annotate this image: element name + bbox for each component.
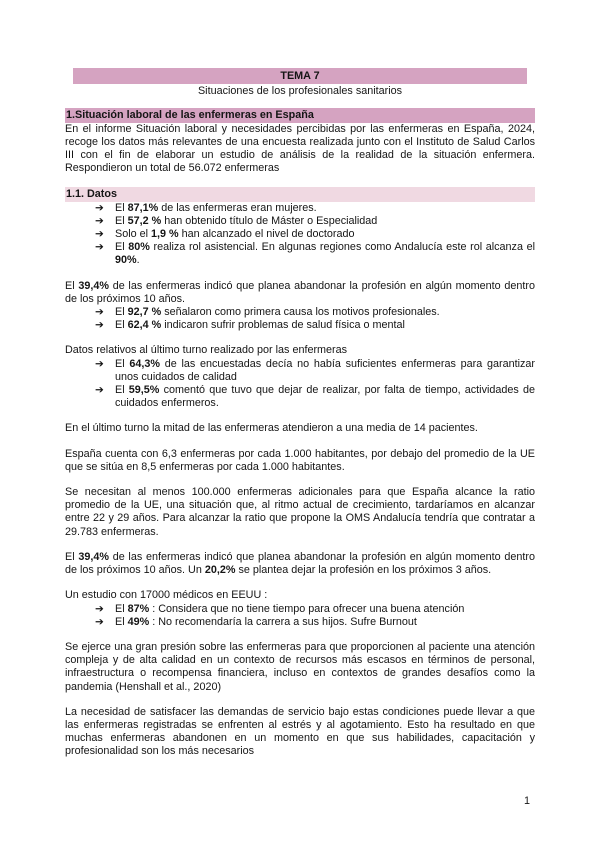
- bullet-list: [65, 603, 535, 629]
- paragraph: España cuenta con 6,3 enfermeras por cada 1.000 habitantes, por debajo del promedio de la UE que se sitúa en 8,5 enfermeras por cada 1.000 habitantes.: [65, 447, 535, 473]
- paragraph: En el informe Situación laboral y necesidades percibidas por las enfermeras en España, 2024, recoge los datos más relevantes de una encuesta realizada junto con el Instituto de Salud Carlos III con el fin de elaborar un estudio de análisis de la realidad de la situación enfermera. Respondieron un total de 56.072 enfermeras: [65, 122, 535, 175]
- paragraph: Datos relativos al último turno realizado por las enfermeras: [65, 344, 348, 357]
- bullet-item: [65, 384, 535, 410]
- section-header: 1.Situación laboral de las enfermeras en España: [65, 108, 535, 122]
- paragraph: El 39,4% de las enfermeras indicó que planea abandonar la profesión en algún momento dentro de los próximos 10 años.: [65, 279, 536, 305]
- bullet-item: [65, 616, 535, 629]
- arrow-bullet-icon: ➔: [95, 319, 104, 332]
- bullet-text: El 87% : Considera que no tiene tiempo para ofrecer una buena atención: [115, 602, 465, 615]
- arrow-bullet-icon: ➔: [95, 384, 104, 397]
- bullet-text: El 92,7 % señalaron como primera causa los motivos profesionales.: [115, 306, 440, 319]
- bullet-item: [65, 215, 535, 228]
- bullet-text: El 59,5% comentó que tuvo que dejar de realizar, por falta de tiempo, actividades de cuidados enfermeros.: [115, 384, 535, 410]
- arrow-bullet-icon: ➔: [95, 306, 104, 319]
- arrow-bullet-icon: ➔: [95, 602, 104, 615]
- bullet-text: Solo el 1,9 % han alcanzado el nivel de doctorado: [115, 228, 355, 241]
- bullet-text: El 64,3% de las encuestadas decía no había suficientes enfermeras para garantizar unos cuidados de calidad: [115, 357, 535, 383]
- arrow-bullet-icon: ➔: [95, 214, 104, 227]
- arrow-bullet-icon: ➔: [95, 228, 104, 241]
- bullet-text: El 87,1% de las enfermeras eran mujeres.: [115, 201, 317, 214]
- bullet-list: [65, 202, 535, 268]
- page-number: 1: [523, 794, 530, 807]
- bullet-text: El 62,4 % indicaron sufrir problemas de salud física o mental: [115, 319, 405, 332]
- bullet-text: El 57,2 % han obtenido título de Máster o Especialidad: [115, 214, 378, 227]
- subsection-header: 1.1. Datos: [65, 187, 535, 201]
- bullet-text: El 49% : No recomendaría la carrera a sus hijos. Sufre Burnout: [115, 615, 417, 628]
- arrow-bullet-icon: ➔: [95, 241, 104, 254]
- bullet-item: [65, 228, 535, 241]
- bullet-item: [65, 603, 535, 616]
- paragraph: Se ejerce una gran presión sobre las enfermeras para que proporcionen al paciente una atención compleja y de alta calidad en un contexto de recursos más escasos en términos de personal, infraestructura o recompensa financiera, incluso en contextos de grandes desafíos como la pandemia (Henshall et al., 2020): [65, 640, 535, 693]
- bullet-item: [65, 358, 535, 384]
- arrow-bullet-icon: ➔: [95, 357, 104, 370]
- bullet-item: [65, 319, 535, 332]
- arrow-bullet-icon: ➔: [95, 201, 104, 214]
- paragraph: Se necesitan al menos 100.000 enfermeras adicionales para que España alcance la ratio promedio de la UE, una situación que, al ritmo actual de crecimiento, tardaríamos en alcanzar entre 22 y 29 años. Para alcanzar la ratio que propone la OMS Andalucía tendría que contratar a 29.783 enfermeras.: [65, 486, 535, 538]
- bullet-item: [65, 241, 535, 267]
- bullet-text: El 80% realiza rol asistencial. En algunas regiones como Andalucía este rol alcanza el 90%.: [115, 241, 535, 267]
- bullet-item: [65, 306, 535, 319]
- bullet-list: [65, 358, 535, 411]
- arrow-bullet-icon: ➔: [95, 615, 104, 628]
- paragraph: El 39,4% de las enfermeras indicó que planea abandonar la profesión en algún momento dentro de los próximos 10 años. Un 20,2% se plantea dejar la profesión en los próximos 3 años.: [65, 550, 536, 577]
- document-blocks: [65, 108, 535, 758]
- bullet-list: [65, 306, 535, 332]
- topic-title-bar: TEMA 7: [73, 68, 527, 84]
- paragraph: La necesidad de satisfacer las demandas de servicio bajo estas condiciones puede llevar a que las enfermeras registradas se enfrenten al estrés y al agotamiento. Esto ha resultado en que muchas enfermeras abandonen en un momento en que sus habilidades, capacitación y profesionalidad son los más necesarios: [65, 705, 535, 758]
- bullet-item: [65, 202, 535, 215]
- paragraph: Un estudio con 17000 médicos en EEUU :: [65, 589, 268, 602]
- paragraph: En el último turno la mitad de las enfermeras atendieron a una media de 14 pacientes.: [65, 422, 478, 435]
- topic-subtitle: Situaciones de los profesionales sanitarios: [197, 85, 403, 98]
